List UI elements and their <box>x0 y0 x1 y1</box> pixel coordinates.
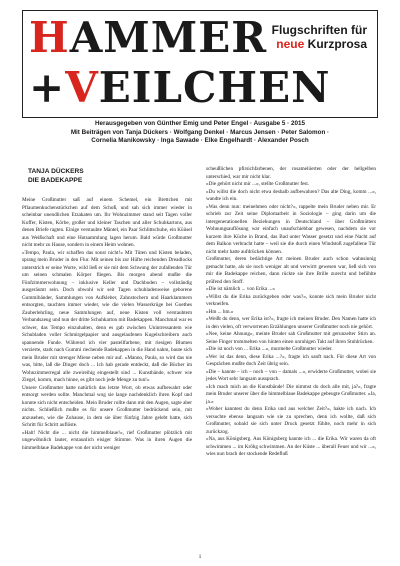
paragraph: »Die gehört nicht mir ...«, stellte Großmutter fest. <box>206 181 310 187</box>
credits-contributors-1: Mit Beiträgen von Tanja Dückers · Wolfgang Denkel · Marcus Jensen · Peter Salomon · <box>70 128 330 136</box>
article-author: TANJA DÜCKERS <box>28 168 84 175</box>
paragraph: »Was denn nun: meinehmen oder nicht?«, rappelte mein Bruder neben mir. Er schrieb zur Zeit seine Diplomarbeit in Soziologie – ging darin um die intergenerationellen Beziehungen in Deutschland – über Großmütters Wohnungsauflösung war einfach unaufschiebbar gewesen, nachdem sie vor kurzem ihre Küche in Brand, das Bad unter Wasser gesetzt und eine Nacht auf dem Balkon verbracht hatte – weil sie die durch einen Windstoß zugefallene Tür nicht mehr hatte aufdrücken können. <box>206 203 376 255</box>
paragraph: »Willst du die Erika zurückgeben oder was?«, konnte sich mein Bruder nicht verkneifen. <box>206 293 376 307</box>
masthead-initial-h: H <box>29 13 70 62</box>
credits-contributors-2: Cornelia Manikowsky · Inga Sawade · Elke Engelhardt · Alexander Posch <box>91 137 309 145</box>
page-number: 1 <box>198 554 202 560</box>
article-heading <box>28 168 192 185</box>
paragraph: »Woher kanntest du denn Erika und aus welcher Zeit?«, hakte ich nach. Ich versuchte ebenso langsam wie sie zu sprechen, denn ich wollte, daß sich Großmutter, sobald sie sich unter Druck gesetzt fühlte, noch mehr in sich zurückzog. <box>206 406 376 435</box>
paragraph: Meine Großmutter saß auf einem Schemel, ein Brettchen mit Pflaumenkuchenstückchen auf dem Schoß, und sah sich immer wieder in scheinbar unendlichen Etzakaten um. Ihr Wohnzimmer stand seit Tagen voller Koffer, Kisten, Körbe, großer und kleiner Taschen und aller Schuhkartons, aus denen Briefe ragten. Einige verstaubte Mäntel, ein Paar Schlittschuhe, ein Küüsel aus Weißschaft und eine Hutsammlung lagen herum. Bald würde Großmutter nicht mehr zu Hause, sondern in einem Heim wohnen. <box>22 197 192 248</box>
article-title: DIE BADEKAPPE <box>28 176 83 184</box>
paragraph: »Die ist nämlich ... von Erika ...« <box>206 286 275 292</box>
paragraph: Unsere Großmutter hatte natürlich das letzte Wort, ob etwas aufbewahrt oder entsorgt werden sollte. Manchmal wog sie lange nachdenklich ihren Kopf und konnte sich nicht entscheiden. Mein Bruder rollte dann mit den Augen, sagte aber nichts. Schließlich mußte es für unsere Großmutter bedrückend sein, mit anzusehen, wie die Zuhause, in dem sie über fünfzig Jahre gelebt hatte, sich Schritt für Schritt auflöste. <box>22 384 192 428</box>
paragraph: »Na, aus Königsberg. Aus Königsberg kannte ich ... die Erika. Wir waren da oft schwimmen ... im Kröhg schwimmen. An der Küste ... überall Feuer und wir ...«, wies nun brach der stockende Redefluß <box>206 436 376 457</box>
masthead-tagline <box>272 23 367 51</box>
masthead-title-hammer <box>29 13 268 62</box>
tagline-line-1: Flugschriften für <box>271 23 367 37</box>
masthead-title-veilchen <box>29 63 331 112</box>
paragraph: scheußlichen pfirsichfarbenen, der rosameliierten oder der hellgelben unterschied, war mir nicht klar. <box>206 166 376 180</box>
credits-block <box>22 120 378 146</box>
credits-editors: Herausgegeben von Günther Emig und Peter Engel · Ausgabe 5 · 2015 <box>94 120 306 127</box>
paragraph: »Du willst die doch nicht etwa deshalb aufbewahren? Das alte Ding, komm ...«, wandte ich ein. <box>206 188 376 202</box>
paragraph: »Hm ... hm.« <box>206 308 234 315</box>
tagline-kurzprosa: Kurzprosa <box>304 37 367 51</box>
left-column <box>22 166 192 452</box>
paragraph: »Ich mach mich an die Kunstbände! Die nimmst du doch alle mit, ja?«, fragte mein Bruder unserer über die himmelblaue Badekappe gebeugte Großmutter. »Ja, ja.« <box>206 383 376 405</box>
paragraph: »Tempo, Paula, wir schaffen das sonst nicht!« Mit Tüten und Kisten beladen, sprang mein Bruder in den Flur. Mit seinen bis zur Hüfte reichenden Dreadlocks unterstrich er seine Worte, wild ließ er sie mit dem Schwung der zufallenden Tür um seinen schmalen Körper fliegen. Bis morgen abend mußte die Fünfzimmerwohnung – inklusive Keller und Dachboden – vollständig ausgeräumt sein. Doch obwohl wir seit Tagen schuhladenweise geborene Gummibänder, Sammlungen von Aufkleber, Zahnstochern und Haarklammern entsorgten, tauchten immer wieder, wie die vielen Wasserkrüge bei Goethes Zauberlehrling, neue Sammlungen auf, neue Kisten voll verstaubtem Verbandszeug und nun der dritte Schuhkarton mit Badekappen. Manchmal war es schwer, das Tempo einzuhalten, denn es gab zwischen Unintressantem wie Schubladen voller Schmirgelpapier und ausgelaufenen Kugelschreibern auch spannende Funde. Während ich vier pastellfarbene, mit riesigen Blumen verzierte, stark nach Gummi riechende Badekappen in die Hand nahm, baute sich mein Bruder mit strenger Miene neben mir auf. »Manno, Paula, so wird das nie was, bitte, laß die Dinger doch ... Ich hab gerade entdeckt, daß die Bücher im Wohnzimmerregal alle zweireihig eingestellt sind ... Kunstbände, schwer wie Ziegel, komm, mach hinne, es gibt noch jede Menge zu tun!« <box>22 249 192 383</box>
masthead-word-eilchen: EILCHEN <box>98 63 331 112</box>
right-column <box>206 166 376 459</box>
paragraph: »Die – kannte – ich – noch – von – damals ...«, erwiderte Großmutter, wobei sie jedes Wort sehr langsam aussprach. <box>206 368 376 382</box>
paragraph: »Wer ist das denn, diese Erika ...?«, fragte ich sanft nach. Für diese Art von Gesprächen mußte doch Zeit übrig sein. <box>206 353 376 367</box>
paragraph: »Nee, keine Ahnung«, meinte Bruder sah Großmutter mit gerunzelter Stirn an. Seine Finger trommelten von hinten einen unruhigen Takt auf ihren Stuhlrücken. <box>206 331 376 345</box>
masthead-plus-sign: + <box>29 63 66 112</box>
paragraph: Großmutter, deren bedächtige Art meinen Bruder auch schon wahnsinnig gemacht hatte, als sie noch weniger alt und verwirrt gewesen war, ließ sich von mir die Badekappe reichen, dann rückte sie ihre Brille zurecht und befühlte prüfend den Stoff. <box>206 256 376 285</box>
masthead-word-ammer: AMMER <box>69 13 268 62</box>
paragraph: »Weißt du denn, wer Erika ist?«, fragte ich meinen Bruder. Den Namen hatte ich in den vielen, oft verworrenen Erzählungen unserer Großmutter noch nie gehört. <box>206 316 376 330</box>
paragraph: »Halt! Nicht die ... nicht die himmelblaue!«, rief Großmutter plötzlich mit ungewöhnlich lauter, erstaunlich eisiger Stimme. Was in ihren Augen die himmelblaue Badekappe von der nicht weniger <box>22 429 192 451</box>
tagline-neue: neue <box>276 37 305 51</box>
paragraph: »Die ist noch von ... Erika ...«, murmelte Großmutter wieder. <box>206 346 333 352</box>
masthead <box>22 10 378 118</box>
masthead-initial-v: V <box>65 63 99 112</box>
